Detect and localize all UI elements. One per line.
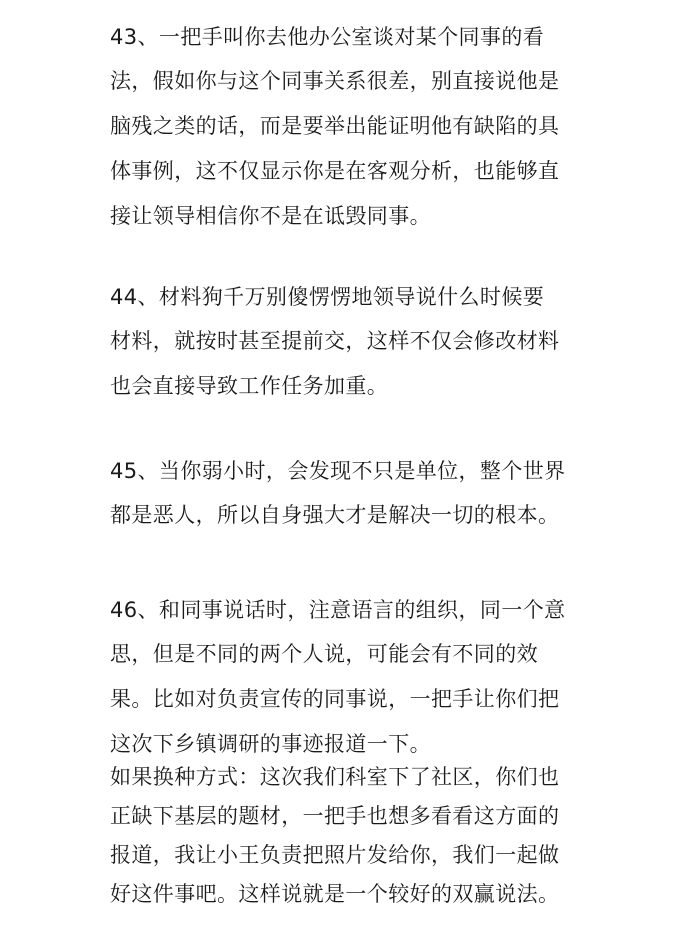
text-line: 这次下乡镇调研的事迹报道一下。 (110, 732, 431, 756)
text-line: 43、一把手叫你去他办公室谈对某个同事的看 (110, 25, 545, 49)
text-line: 都是恶人，所以自身强大才是解决一切的根本。 (110, 503, 560, 527)
text-line: 报道，我让小王负责把照片发给你，我们一起做 (110, 843, 560, 867)
text-line: 脑残之类的话，而是要举出能证明他有缺陷的具 (110, 114, 560, 138)
text-line: 果。比如对负责宣传的同事说，一把手让你们把 (110, 687, 560, 711)
text-line: 45、当你弱小时，会发现不只是单位，整个世界 (110, 459, 566, 483)
text-line: 44、材料狗千万别傻愣愣地领导说什么时候要 (110, 285, 545, 309)
text-line: 接让领导相信你不是在诋毁同事。 (110, 204, 431, 228)
text-line: 也会直接导致工作任务加重。 (110, 374, 389, 398)
text-line: 材料，就按时甚至提前交，这样不仅会修改材料 (110, 329, 560, 353)
text-line: 好这件事吧。这样说就是一个较好的双赢说法。 (110, 882, 560, 906)
text-line: 如果换种方式：这次我们科室下了社区，你们也 (110, 765, 560, 789)
text-line: 体事例，这不仅显示你是在客观分析，也能够直 (110, 159, 560, 183)
text-line: 正缺下基层的题材，一把手也想多看看这方面的 (110, 804, 560, 828)
text-line: 法，假如你与这个同事关系很差，别直接说他是 (110, 69, 560, 93)
text-line: 思，但是不同的两个人说，可能会有不同的效 (110, 642, 538, 666)
text-line: 46、和同事说话时，注意语言的组织，同一个意 (110, 598, 566, 622)
